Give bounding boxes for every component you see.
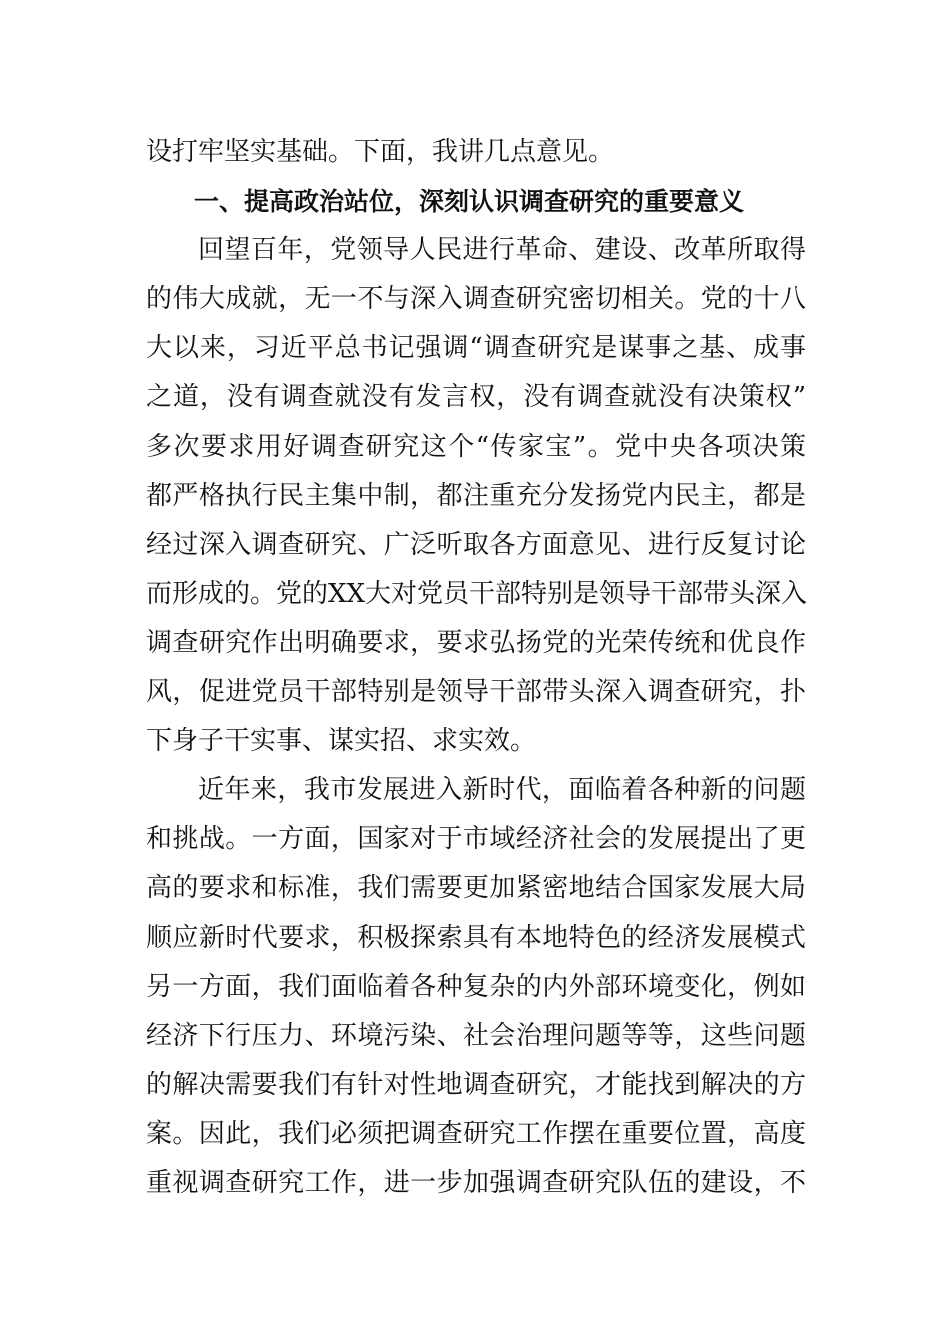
- paragraph-line: 重视调查研究工作，进一步加强调查研究队伍的建设，不: [146, 1167, 806, 1198]
- paragraph-line: 和挑战。一方面，国家对于市域经济社会的发展提出了更: [146, 824, 806, 855]
- paragraph-line: 大以来，习近平总书记强调“调查研究是谋事之基、成事: [146, 333, 806, 364]
- paragraph-line: 风，促进党员干部特别是领导干部带头深入调查研究，扑: [146, 677, 806, 708]
- paragraph-line: 另一方面，我们面临着各种复杂的内外部环境变化，例如: [146, 971, 806, 1002]
- paragraph-line: 下身子干实事、谋实招、求实效。: [146, 726, 537, 757]
- paragraph-line: 都严格执行民主集中制，都注重充分发扬党内民主，都是: [146, 480, 806, 511]
- paragraph-line: 经济下行压力、环境污染、社会治理问题等等，这些问题: [146, 1020, 806, 1051]
- section-heading: 一、提高政治站位，深刻认识调查研究的重要意义: [194, 187, 745, 217]
- paragraph-line: 回望百年，党领导人民进行革命、建设、改革所取得: [198, 235, 806, 266]
- paragraph-line: 经过深入调查研究、广泛听取各方面意见、进行反复讨论: [146, 529, 806, 560]
- paragraph-line: 的伟大成就，无一不与深入调查研究密切相关。党的十八: [146, 284, 806, 315]
- paragraph-line: 多次要求用好调查研究这个“传家宝”。党中央各项决策: [146, 431, 806, 462]
- paragraph-line: 的解决需要我们有针对性地调查研究，才能找到解决的方: [146, 1069, 806, 1100]
- paragraph-line: 设打牢坚实基础。下面，我讲几点意见。: [146, 137, 615, 167]
- paragraph-line: 案。因此，我们必须把调查研究工作摆在重要位置，高度: [146, 1118, 806, 1149]
- paragraph-line: 高的要求和标准，我们需要更加紧密地结合国家发展大局: [146, 873, 806, 904]
- paragraph-line: 顺应新时代要求，积极探索具有本地特色的经济发展模式: [146, 922, 806, 953]
- document-page: [146, 128, 806, 1208]
- paragraph-line: 而形成的。党的XX大对党员干部特别是领导干部带头深入: [146, 578, 808, 609]
- paragraph-line: 近年来，我市发展进入新时代，面临着各种新的问题: [198, 775, 806, 806]
- paragraph-line: 之道，没有调查就没有发言权，没有调查就没有决策权”: [146, 382, 806, 413]
- paragraph-line: 调查研究作出明确要求，要求弘扬党的光荣传统和优良作: [146, 627, 806, 658]
